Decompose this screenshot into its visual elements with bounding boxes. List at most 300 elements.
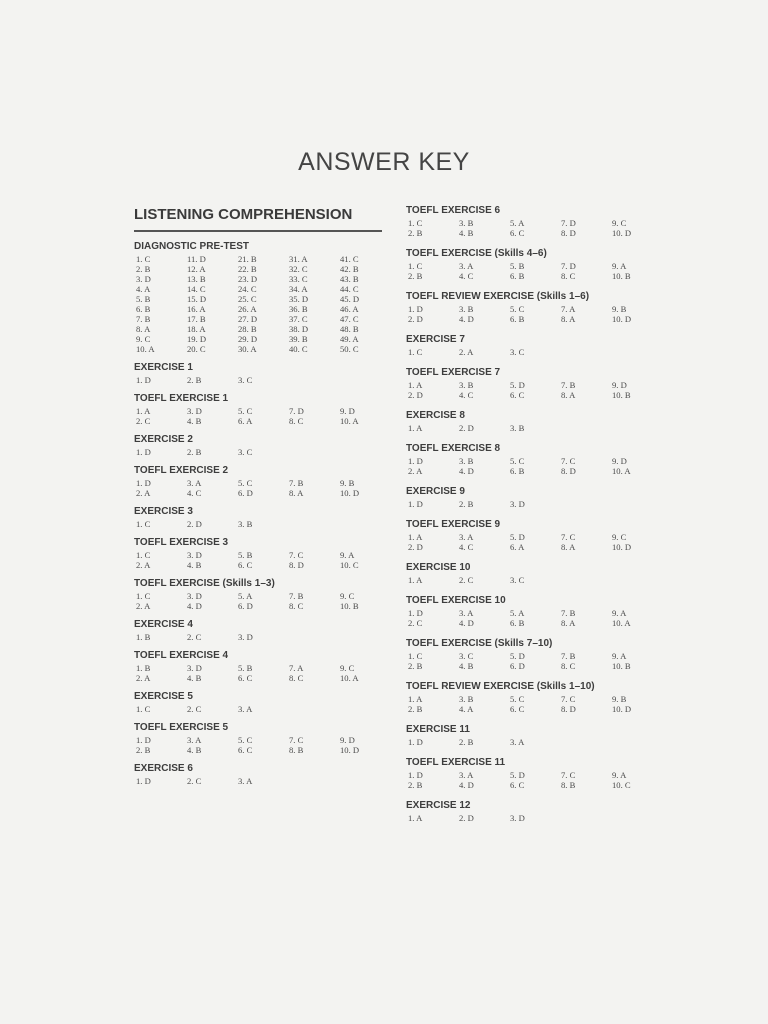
answer-item: 42. B — [340, 264, 359, 274]
answer-section — [406, 365, 650, 400]
section-heading: EXERCISE 1 — [134, 362, 193, 373]
answer-item: 9. A — [340, 550, 355, 560]
page-title: ANSWER KEY — [298, 148, 470, 176]
answer-grid — [134, 519, 382, 529]
answer-item: 7. B — [561, 651, 576, 661]
answer-item: 3. B — [459, 694, 474, 704]
answer-item: 3. D — [187, 591, 202, 601]
answer-section — [406, 441, 650, 476]
section-heading: TOEFL EXERCISE 7 — [406, 367, 501, 378]
answer-item: 5. B — [136, 294, 151, 304]
answer-item: 44. C — [340, 284, 359, 294]
answer-item: 2. A — [136, 560, 151, 570]
answer-item: 7. B — [136, 314, 151, 324]
section-heading: TOEFL EXERCISE 1 — [134, 393, 229, 404]
answer-item: 2. B — [459, 737, 474, 747]
answer-item: 9. D — [340, 406, 355, 416]
answer-item: 6. C — [510, 704, 525, 714]
answer-item: 41. C — [340, 254, 359, 264]
answer-item: 8. D — [561, 466, 576, 476]
answer-grid — [406, 261, 650, 281]
answer-item: 6. C — [238, 673, 253, 683]
answer-item: 8. B — [289, 745, 304, 755]
answer-item: 2. C — [187, 704, 202, 714]
section-heading: EXERCISE 12 — [406, 800, 471, 811]
section-heading: EXERCISE 10 — [406, 562, 471, 573]
answer-grid — [134, 776, 382, 786]
answer-grid — [406, 304, 650, 324]
answer-item: 10. C — [612, 780, 631, 790]
answer-item: 23. D — [238, 274, 258, 284]
answer-item: 50. C — [340, 344, 359, 354]
answer-item: 34. A — [289, 284, 308, 294]
answer-item: 4. B — [459, 661, 474, 671]
section-heading: EXERCISE 7 — [406, 334, 465, 345]
answer-item: 9. A — [612, 608, 627, 618]
answer-section — [406, 636, 650, 671]
answer-item: 2. B — [408, 228, 423, 238]
answer-item: 3. A — [238, 776, 253, 786]
answer-item: 2. B — [408, 661, 423, 671]
section-heading: EXERCISE 8 — [406, 410, 465, 421]
answer-item: 9. A — [612, 651, 627, 661]
section-heading: TOEFL EXERCISE 5 — [134, 722, 229, 733]
answer-item: 5. C — [510, 456, 525, 466]
answer-item: 5. A — [510, 218, 525, 228]
answer-item: 6. C — [510, 228, 525, 238]
section-heading: TOEFL EXERCISE (Skills 1–3) — [134, 578, 275, 589]
answer-item: 19. D — [187, 334, 207, 344]
answer-item: 2. A — [408, 466, 423, 476]
answer-item: 3. B — [510, 423, 525, 433]
answer-item: 3. C — [459, 651, 474, 661]
answer-item: 8. C — [289, 673, 304, 683]
answer-item: 3. D — [238, 632, 253, 642]
answer-item: 7. C — [561, 770, 576, 780]
section-heading: TOEFL REVIEW EXERCISE (Skills 1–6) — [406, 291, 590, 302]
answer-item: 10. B — [612, 661, 631, 671]
answer-section — [134, 360, 382, 385]
answer-grid — [406, 737, 650, 747]
section-heading: TOEFL EXERCISE (Skills 4–6) — [406, 248, 547, 259]
answer-item: 2. B — [187, 375, 202, 385]
answer-item: 9. C — [340, 663, 355, 673]
answer-item: 6. C — [510, 390, 525, 400]
answer-item: 17. B — [187, 314, 206, 324]
answer-item: 1. C — [136, 704, 151, 714]
answer-grid — [406, 456, 650, 476]
answer-item: 10. D — [340, 745, 360, 755]
answer-item: 2. C — [136, 416, 151, 426]
answer-item: 5. A — [510, 608, 525, 618]
answer-item: 1. C — [408, 651, 423, 661]
answer-item: 10. B — [340, 601, 359, 611]
answer-section — [406, 203, 650, 238]
answer-item: 10. D — [340, 488, 360, 498]
answer-item: 11. D — [187, 254, 206, 264]
answer-item: 8. C — [561, 271, 576, 281]
answer-item: 1. D — [136, 478, 151, 488]
answer-section — [406, 560, 650, 585]
answer-item: 3. A — [459, 532, 474, 542]
answer-item: 5. D — [510, 651, 525, 661]
answer-item: 3. C — [238, 375, 253, 385]
answer-item: 3. D — [187, 406, 202, 416]
answer-item: 9. D — [340, 735, 355, 745]
answer-item: 5. C — [238, 406, 253, 416]
answer-item: 26. A — [238, 304, 257, 314]
answer-item: 3. B — [459, 380, 474, 390]
answer-section — [406, 593, 650, 628]
answer-item: 4. B — [187, 673, 202, 683]
answer-item: 48. B — [340, 324, 359, 334]
answer-item: 47. C — [340, 314, 359, 324]
answer-item: 2. D — [459, 813, 474, 823]
answer-item: 20. C — [187, 344, 206, 354]
answer-item: 10. A — [340, 673, 359, 683]
answer-item: 28. B — [238, 324, 257, 334]
answer-item: 3. D — [187, 663, 202, 673]
answer-item: 7. A — [561, 304, 576, 314]
answer-item: 7. B — [561, 608, 576, 618]
answer-item: 2. B — [136, 264, 151, 274]
answer-grid — [406, 694, 650, 714]
answer-item: 2. C — [408, 618, 423, 628]
answer-item: 1. A — [408, 575, 423, 585]
answer-item: 3. B — [459, 304, 474, 314]
answer-item: 8. D — [561, 228, 576, 238]
answer-item: 5. D — [510, 770, 525, 780]
answer-item: 2. D — [408, 390, 423, 400]
answer-item: 3. D — [136, 274, 151, 284]
answer-item: 4. C — [187, 488, 202, 498]
answer-item: 8. C — [561, 661, 576, 671]
answer-section — [134, 504, 382, 529]
answer-item: 2. D — [187, 519, 202, 529]
answer-grid — [406, 651, 650, 671]
answer-section — [406, 798, 650, 823]
answer-item: 1. A — [136, 406, 151, 416]
answer-item: 8. D — [289, 560, 304, 570]
answer-item: 3. A — [459, 608, 474, 618]
section-heading: TOEFL EXERCISE (Skills 7–10) — [406, 638, 553, 649]
answer-item: 3. D — [510, 813, 525, 823]
answer-item: 4. B — [187, 560, 202, 570]
answer-item: 2. D — [408, 542, 423, 552]
answer-item: 1. D — [136, 735, 151, 745]
answer-item: 8. D — [561, 704, 576, 714]
answer-item: 40. C — [289, 344, 308, 354]
answer-item: 4. A — [136, 284, 151, 294]
answer-section — [134, 761, 382, 786]
answer-item: 29. D — [238, 334, 258, 344]
answer-item: 7. C — [289, 550, 304, 560]
answer-item: 4. C — [459, 271, 474, 281]
answer-item: 2. C — [187, 632, 202, 642]
answer-item: 1. C — [136, 591, 151, 601]
right-column — [406, 203, 650, 831]
answer-item: 1. A — [408, 813, 423, 823]
answer-item: 9. C — [340, 591, 355, 601]
answer-item: 4. D — [459, 618, 474, 628]
answer-item: 2. D — [408, 314, 423, 324]
answer-item: 1. A — [408, 380, 423, 390]
answer-item: 7. D — [561, 261, 576, 271]
answer-grid — [406, 423, 650, 433]
section-heading: EXERCISE 6 — [134, 763, 193, 774]
answer-item: 6. D — [238, 488, 253, 498]
answer-item: 10. A — [340, 416, 359, 426]
answer-item: 9. A — [612, 770, 627, 780]
answer-section — [134, 391, 382, 426]
answer-item: 8. A — [561, 542, 576, 552]
answer-item: 3. D — [510, 499, 525, 509]
section-heading: EXERCISE 4 — [134, 619, 193, 630]
answer-section — [406, 332, 650, 357]
answer-item: 5. C — [510, 304, 525, 314]
answer-item: 1. D — [136, 776, 151, 786]
answer-item: 6. A — [510, 542, 525, 552]
answer-item: 10. A — [612, 466, 631, 476]
answer-item: 18. A — [187, 324, 206, 334]
answer-item: 33. C — [289, 274, 308, 284]
answer-item: 14. C — [187, 284, 206, 294]
answer-item: 10. B — [612, 390, 631, 400]
answer-item: 5. B — [238, 550, 253, 560]
answer-item: 6. C — [510, 780, 525, 790]
answer-grid — [134, 375, 382, 385]
answer-item: 1. C — [408, 261, 423, 271]
answer-item: 43. B — [340, 274, 359, 284]
answer-item: 3. C — [510, 575, 525, 585]
answer-item: 3. B — [459, 218, 474, 228]
answer-item: 6. B — [510, 618, 525, 628]
answer-grid — [406, 499, 650, 509]
answer-section — [406, 679, 650, 714]
answer-grid — [134, 478, 382, 498]
answer-section — [406, 289, 650, 324]
section-heading: TOEFL EXERCISE 2 — [134, 465, 229, 476]
answer-item: 7. A — [289, 663, 304, 673]
answer-section — [406, 722, 650, 747]
answer-item: 4. B — [187, 745, 202, 755]
answer-item: 6. C — [238, 745, 253, 755]
answer-item: 2. C — [187, 776, 202, 786]
answer-grid — [406, 380, 650, 400]
answer-item: 3. B — [459, 456, 474, 466]
answer-item: 7. C — [561, 532, 576, 542]
answer-item: 46. A — [340, 304, 359, 314]
answer-item: 8. A — [289, 488, 304, 498]
answer-item: 3. D — [187, 550, 202, 560]
section-heading: TOEFL EXERCISE 4 — [134, 650, 229, 661]
section-heading: EXERCISE 11 — [406, 724, 470, 735]
answer-item: 1. D — [408, 304, 423, 314]
answer-item: 9. D — [612, 380, 627, 390]
answer-item: 3. A — [510, 737, 525, 747]
answer-item: 6. B — [510, 466, 525, 476]
section-divider — [134, 230, 382, 232]
section-heading: EXERCISE 3 — [134, 506, 193, 517]
answer-item: 2. B — [408, 780, 423, 790]
answer-item: 3. A — [459, 770, 474, 780]
section-title: LISTENING COMPREHENSION — [134, 206, 353, 223]
answer-item: 1. D — [408, 499, 423, 509]
answer-item: 36. B — [289, 304, 308, 314]
answer-item: 6. A — [238, 416, 253, 426]
answer-grid — [134, 591, 382, 611]
answer-item: 6. B — [136, 304, 151, 314]
answer-item: 1. A — [408, 532, 423, 542]
answer-item: 1. D — [408, 608, 423, 618]
answer-item: 38. D — [289, 324, 309, 334]
answer-item: 2. D — [459, 423, 474, 433]
answer-item: 2. B — [136, 745, 151, 755]
answer-section — [134, 535, 382, 570]
answer-grid — [406, 575, 650, 585]
answer-item: 3. A — [187, 478, 202, 488]
answer-item: 4. B — [187, 416, 202, 426]
answer-item: 5. D — [510, 380, 525, 390]
answer-section — [134, 617, 382, 642]
answer-section — [134, 576, 382, 611]
answer-section — [406, 517, 650, 552]
answer-item: 4. C — [459, 390, 474, 400]
section-heading: TOEFL EXERCISE 10 — [406, 595, 506, 606]
answer-item: 2. B — [408, 271, 423, 281]
answer-item: 10. A — [612, 618, 631, 628]
answer-item: 9. C — [612, 218, 627, 228]
answer-item: 2. A — [136, 673, 151, 683]
answer-item: 3. C — [238, 447, 253, 457]
answer-item: 4. D — [459, 780, 474, 790]
answer-item: 9. C — [612, 532, 627, 542]
answer-grid — [134, 406, 382, 426]
answer-item: 9. D — [612, 456, 627, 466]
answer-item: 2. A — [459, 347, 474, 357]
answer-item: 1. D — [408, 770, 423, 780]
answer-item: 49. A — [340, 334, 359, 344]
answer-item: 8. A — [561, 314, 576, 324]
answer-item: 32. C — [289, 264, 308, 274]
answer-item: 30. A — [238, 344, 257, 354]
answer-item: 21. B — [238, 254, 257, 264]
answer-item: 24. C — [238, 284, 257, 294]
answer-item: 1. D — [408, 737, 423, 747]
answer-item: 6. B — [510, 271, 525, 281]
answer-item: 4. D — [459, 466, 474, 476]
answer-section — [406, 484, 650, 509]
answer-item: 10. D — [612, 314, 632, 324]
answer-item: 12. A — [187, 264, 206, 274]
answer-item: 10. D — [612, 542, 632, 552]
answer-grid — [406, 813, 650, 823]
answer-item: 3. A — [187, 735, 202, 745]
section-heading: TOEFL EXERCISE 3 — [134, 537, 229, 548]
answer-item: 7. B — [289, 478, 304, 488]
answer-item: 1. C — [136, 519, 151, 529]
answer-item: 2. B — [408, 704, 423, 714]
answer-item: 10. B — [612, 271, 631, 281]
answer-item: 1. A — [408, 423, 423, 433]
answer-item: 9. A — [612, 261, 627, 271]
answer-item: 2. A — [136, 601, 151, 611]
answer-section — [406, 246, 650, 281]
answer-item: 8. C — [289, 601, 304, 611]
answer-item: 25. C — [238, 294, 257, 304]
answer-grid — [134, 735, 382, 755]
answer-item: 9. C — [136, 334, 151, 344]
answer-grid — [134, 632, 382, 642]
answer-grid — [406, 608, 650, 628]
answer-grid — [406, 218, 650, 238]
answer-item: 8. B — [561, 780, 576, 790]
answer-section — [134, 720, 382, 755]
answer-item: 16. A — [187, 304, 206, 314]
answer-item: 1. D — [408, 456, 423, 466]
section-heading: TOEFL EXERCISE 8 — [406, 443, 501, 454]
answer-item: 6. B — [510, 314, 525, 324]
answer-item: 10. D — [612, 228, 632, 238]
answer-item: 39. B — [289, 334, 308, 344]
answer-item: 6. D — [510, 661, 525, 671]
answer-item: 9. B — [612, 694, 627, 704]
section-heading: EXERCISE 5 — [134, 691, 193, 702]
answer-item: 22. B — [238, 264, 257, 274]
left-column — [134, 203, 382, 792]
answer-item: 45. D — [340, 294, 360, 304]
answer-grid — [406, 347, 650, 357]
answer-grid — [406, 532, 650, 552]
answer-item: 4. A — [459, 704, 474, 714]
answer-item: 7. C — [561, 694, 576, 704]
answer-section — [134, 648, 382, 683]
answer-item: 1. C — [136, 550, 151, 560]
answer-item: 10. C — [340, 560, 359, 570]
answer-item: 27. D — [238, 314, 258, 324]
answer-item: 2. B — [459, 499, 474, 509]
answer-item: 3. A — [238, 704, 253, 714]
answer-item: 1. D — [136, 375, 151, 385]
answer-grid — [406, 770, 650, 790]
answer-item: 7. B — [289, 591, 304, 601]
answer-item: 5. C — [238, 735, 253, 745]
answer-item: 8. A — [561, 390, 576, 400]
answer-item: 5. B — [238, 663, 253, 673]
answer-item: 7. C — [561, 456, 576, 466]
section-heading: TOEFL REVIEW EXERCISE (Skills 1–10) — [406, 681, 595, 692]
answer-item: 7. D — [561, 218, 576, 228]
answer-section — [134, 239, 382, 354]
answer-item: 37. C — [289, 314, 308, 324]
section-heading: EXERCISE 2 — [134, 434, 193, 445]
answer-item: 7. C — [289, 735, 304, 745]
answer-item: 5. D — [510, 532, 525, 542]
answer-item: 10. D — [612, 704, 632, 714]
answer-item: 4. B — [459, 228, 474, 238]
answer-item: 9. B — [340, 478, 355, 488]
answer-item: 7. B — [561, 380, 576, 390]
section-heading: DIAGNOSTIC PRE-TEST — [134, 241, 250, 252]
answer-item: 1. C — [408, 218, 423, 228]
answer-item: 6. C — [238, 560, 253, 570]
answer-item: 2. C — [459, 575, 474, 585]
answer-grid — [134, 447, 382, 457]
answer-item: 6. D — [238, 601, 253, 611]
section-heading: EXERCISE 9 — [406, 486, 465, 497]
answer-item: 5. C — [238, 478, 253, 488]
answer-item: 13. B — [187, 274, 206, 284]
